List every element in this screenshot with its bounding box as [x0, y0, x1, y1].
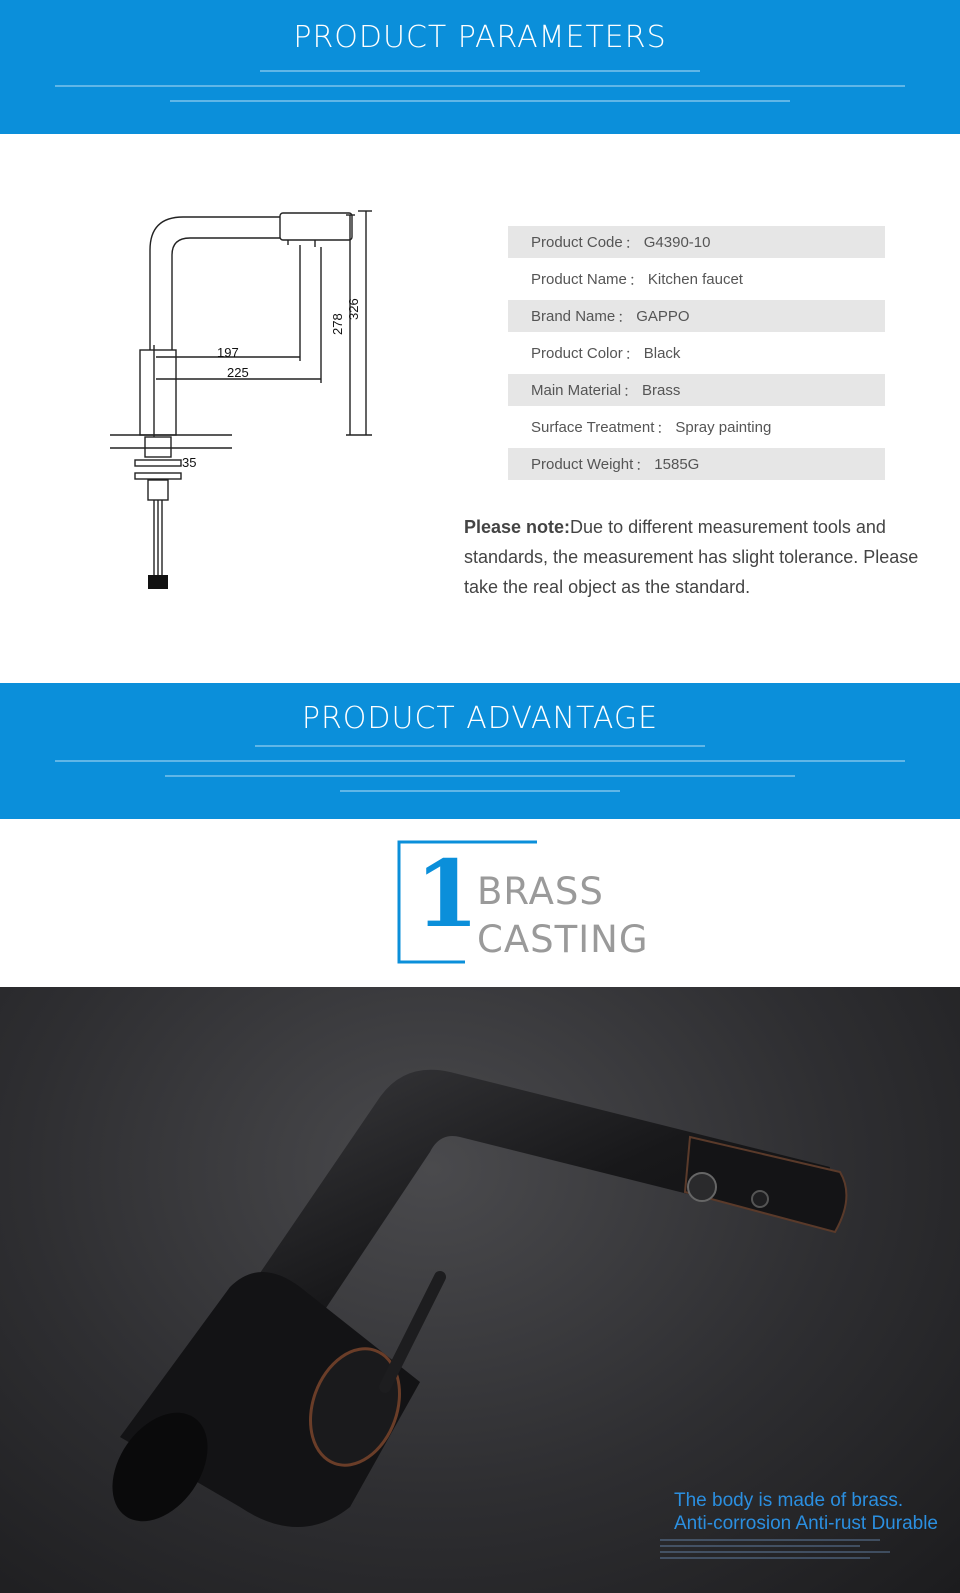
param-label: Product Code: [531, 233, 623, 251]
param-separator: ：: [624, 234, 640, 252]
parameters-table: [508, 226, 885, 485]
dimension-197: 197: [217, 345, 239, 360]
param-separator: ：: [628, 271, 644, 289]
param-separator: ：: [656, 419, 672, 437]
dimension-278: 278: [330, 313, 345, 335]
handle-lever: [385, 1277, 440, 1387]
faucet-dimension-diagram: [110, 205, 380, 605]
param-value: Black: [643, 344, 681, 362]
aerator: [688, 1173, 716, 1201]
param-label: Main Material: [531, 381, 622, 399]
param-separator: ：: [624, 345, 640, 363]
param-value: G4390-10: [643, 233, 711, 251]
param-label: Brand Name: [531, 307, 616, 325]
spray-head: [280, 213, 352, 240]
param-separator: ：: [635, 456, 651, 474]
param-row-product-weight: [508, 448, 885, 480]
photo-caption: [674, 1489, 938, 1535]
banner-decorative-text: [50, 775, 910, 778]
feature-title-line2: CASTING: [477, 918, 649, 961]
dimension-326: 326: [346, 298, 361, 320]
dimension-225: 225: [227, 365, 249, 380]
measurement-note: [464, 512, 934, 602]
param-label: Product Name: [531, 270, 627, 288]
product-photo: [0, 987, 960, 1593]
param-separator: ：: [617, 308, 633, 326]
dimension-35: 35: [182, 455, 197, 470]
note-text: Due to different measurement tools and standards, the measurement has slight tolerance. Please take the real object as the standard.: [464, 517, 919, 597]
note-lead: Please note:: [464, 517, 571, 537]
banner-decorative-text: [50, 745, 910, 748]
caption-line2: Anti-corrosion Anti-rust Durable: [674, 1513, 938, 1534]
param-row-product-color: [508, 337, 885, 369]
param-value: 1585G: [654, 455, 700, 473]
param-label: Product Weight: [531, 455, 634, 473]
param-row-product-code: [508, 226, 885, 258]
advantage-banner: [0, 683, 960, 819]
feature-title-line1: BRASS: [477, 870, 604, 913]
faucet-body: [140, 350, 176, 435]
param-row-main-material: [508, 374, 885, 406]
banner-decorative-text: [50, 70, 910, 73]
parameters-banner-title: PRODUCT PARAMETERS: [293, 20, 667, 55]
banner-decorative-text: [50, 790, 910, 793]
advantage-banner-title: PRODUCT ADVANTAGE: [301, 701, 659, 736]
feature-number: 1: [415, 840, 480, 948]
caption-line1: The body is made of brass.: [674, 1490, 904, 1511]
spout-outline: [150, 217, 280, 350]
banner-decorative-text: [50, 100, 910, 103]
param-value: GAPPO: [636, 307, 690, 325]
param-row-product-name: [508, 263, 885, 295]
param-label: Surface Treatment: [531, 418, 655, 436]
param-label: Product Color: [531, 344, 623, 362]
param-value: Spray painting: [675, 418, 772, 436]
parameters-banner: [0, 0, 960, 134]
caption-decorative-text: [660, 1539, 890, 1563]
banner-decorative-text: [50, 85, 910, 88]
spout-inner-outline: [172, 238, 280, 350]
param-value: Brass: [642, 381, 681, 399]
param-value: Kitchen faucet: [647, 270, 743, 288]
param-row-surface-treatment: [508, 411, 885, 443]
param-row-brand-name: [508, 300, 885, 332]
hose-connector: [148, 575, 168, 589]
banner-decorative-text: [50, 760, 910, 763]
param-separator: ：: [623, 382, 639, 400]
feature-title: [477, 868, 649, 964]
